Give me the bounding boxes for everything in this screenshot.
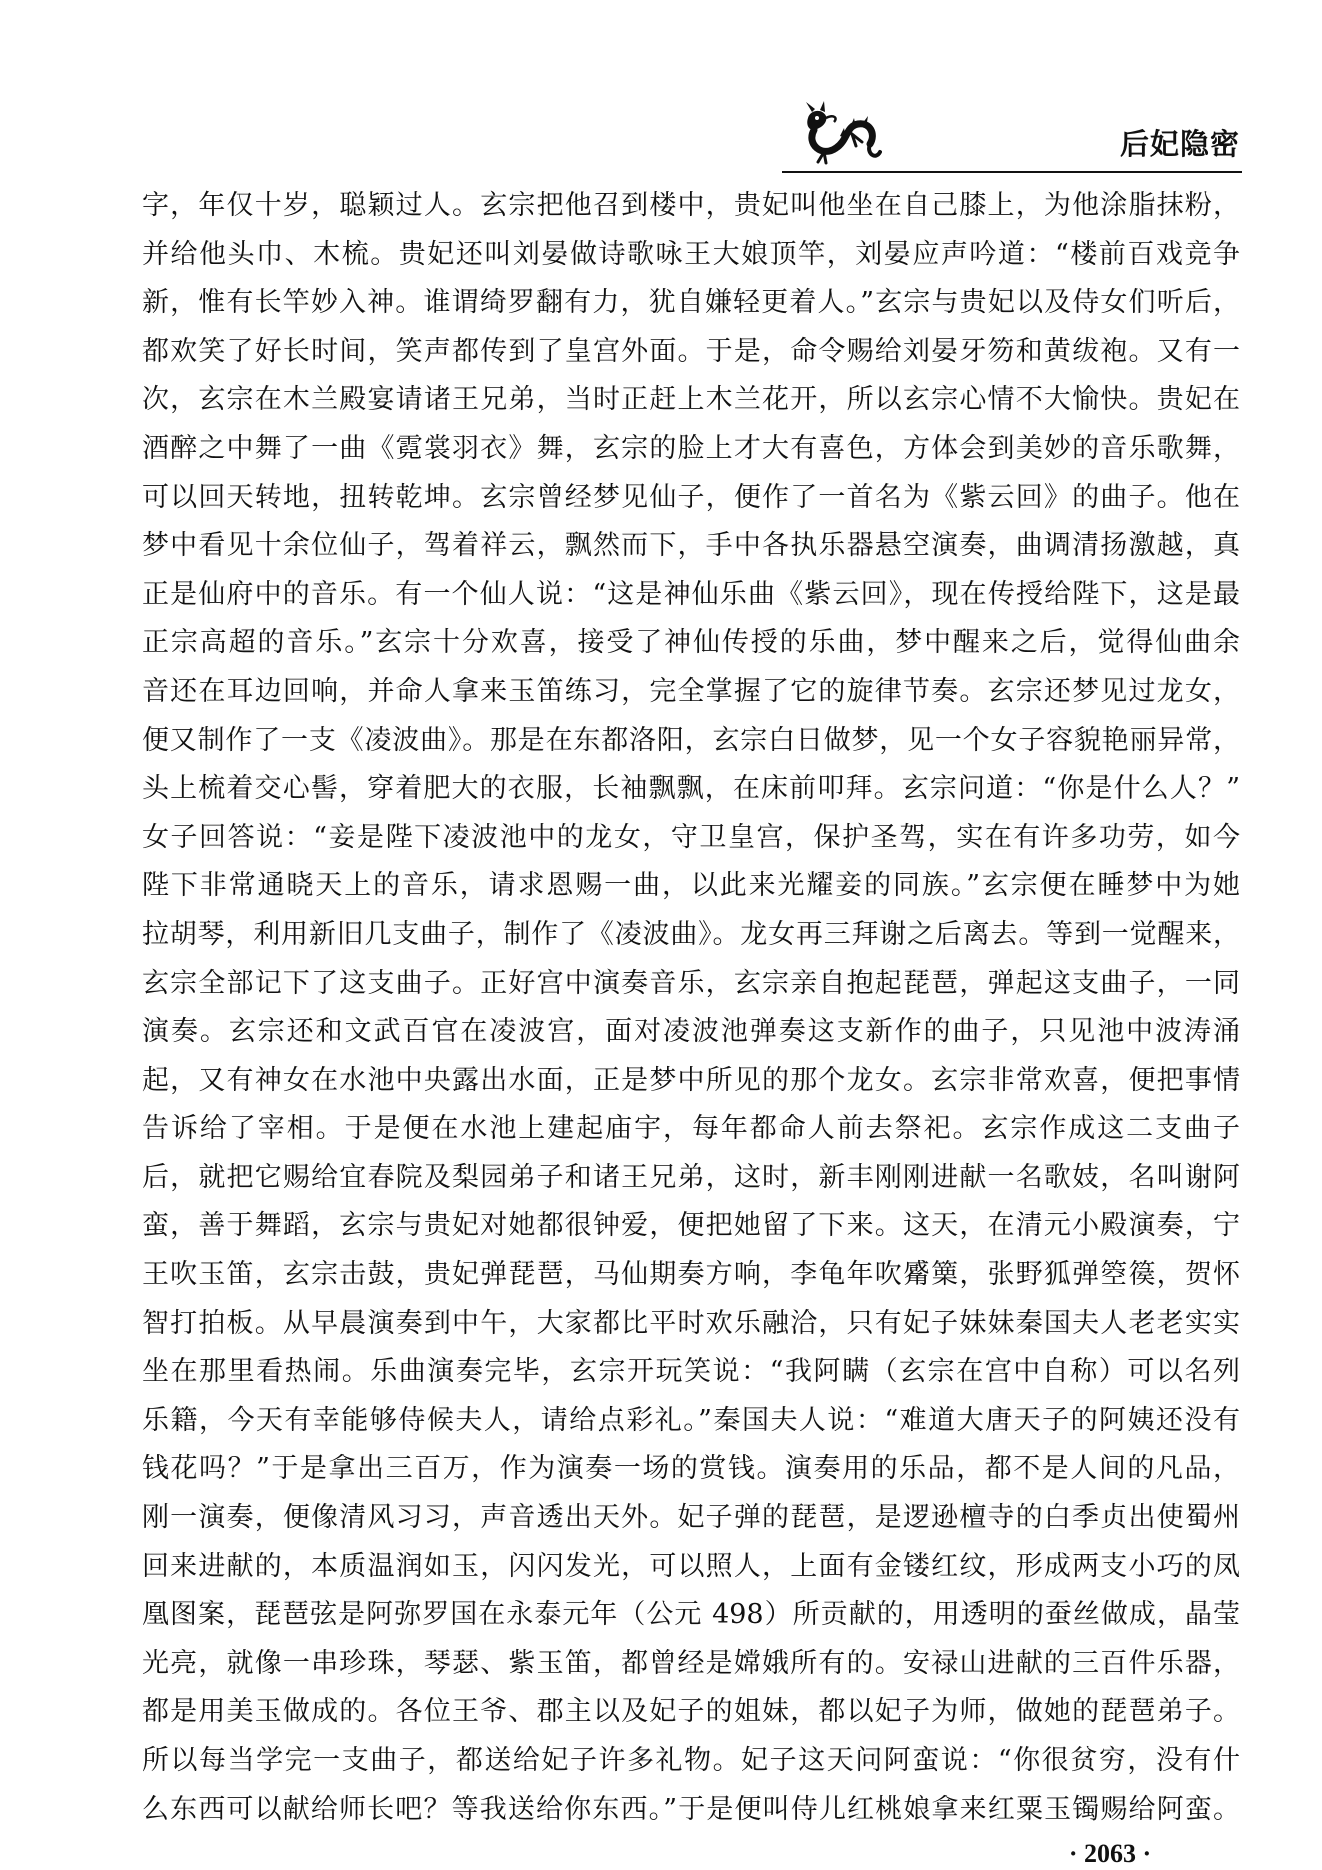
text-line: 坐在那里看热闹。乐曲演奏完毕，玄宗开玩笑说：“我阿瞒（玄宗在宫中自称）可以名列 xyxy=(142,1356,1240,1388)
running-header-title: 后妃隐密 xyxy=(1119,127,1240,161)
text-line: 演奏。玄宗还和文武百官在凌波宫，面对凌波池弹奏这支新作的曲子，只见池中波涛涌 xyxy=(142,1016,1240,1048)
text-line: 起，又有神女在水池中央露出水面，正是梦中所见的那个龙女。玄宗非常欢喜，便把事情 xyxy=(142,1064,1240,1096)
text-line: 所以每当学完一支曲子，都送给妃子许多礼物。妃子这天问阿蛮说：“你很贫穷，没有什 xyxy=(142,1745,1240,1776)
header-rule xyxy=(782,171,1242,173)
text-line: 钱花吗？”于是拿出三百万，作为演奏一场的赏钱。演奏用的乐品，都不是人间的凡品， xyxy=(142,1453,1240,1485)
text-line: 智打拍板。从早晨演奏到中午，大家都比平时欢乐融洽，只有妃子妹妹秦国夫人老老实实 xyxy=(142,1307,1240,1339)
text-line: 可以回天转地，扭转乾坤。玄宗曾经梦见仙子，便作了一首名为《紫云回》的曲子。他在 xyxy=(142,481,1240,513)
text-line: 玄宗全部记下了这支曲子。正好宫中演奏音乐，玄宗亲自抱起琵琶，弹起这支曲子，一同 xyxy=(142,967,1240,999)
text-line: 光亮，就像一串珍珠，琴瑟、紫玉笛，都曾经是嫦娥所有的。安禄山进献的三百件乐器， xyxy=(142,1647,1240,1679)
text-line: 乐籍，今天有幸能够侍候夫人，请给点彩礼。”秦国夫人说：“难道大唐天子的阿姨还没有 xyxy=(142,1404,1240,1436)
text-line: 音还在耳边回响，并命人拿来玉笛练习，完全掌握了它的旋律节奏。玄宗还梦见过龙女， xyxy=(142,675,1240,707)
page-number: · 2063 · xyxy=(1068,1840,1152,1868)
text-line: 凰图案，琵琶弦是阿弥罗国在永泰元年（公元 498）所贡献的，用透明的蚕丝做成，晶莹 xyxy=(142,1599,1240,1631)
text-line: 女子回答说：“妾是陛下凌波池中的龙女，守卫皇宫，保护圣驾，实在有许多功劳，如今 xyxy=(142,821,1240,853)
text-line: 头上梳着交心髻，穿着肥大的衣服，长袖飘飘，在床前叩拜。玄宗问道：“你是什么人？” xyxy=(142,773,1240,805)
body-text xyxy=(142,182,1240,1835)
text-line: 告诉给了宰相。于是便在水池上建起庙宇，每年都命人前去祭祀。玄宗作成这二支曲子 xyxy=(142,1113,1240,1145)
text-line: 次，玄宗在木兰殿宴请诸王兄弟，当时正赶上木兰花开，所以玄宗心情不大愉快。贵妃在 xyxy=(142,384,1240,416)
text-line: 都是用美玉做成的。各位王爷、郡主以及妃子的姐妹，都以妃子为师，做她的琵琶弟子。 xyxy=(142,1696,1240,1728)
text-line: 正是仙府中的音乐。有一个仙人说：“这是神仙乐曲《紫云回》，现在传授给陛下，这是最 xyxy=(142,578,1240,610)
dragon-icon xyxy=(800,100,882,168)
text-line: 便又制作了一支《凌波曲》。那是在东都洛阳，玄宗白日做梦，见一个女子容貌艳丽异常， xyxy=(142,724,1240,756)
text-line: 陛下非常通晓天上的音乐，请求恩赐一曲，以此来光耀妾的同族。”玄宗便在睡梦中为她 xyxy=(142,870,1240,902)
text-line: 酒醉之中舞了一曲《霓裳羽衣》舞，玄宗的脸上才大有喜色，方体会到美妙的音乐歌舞， xyxy=(142,432,1240,464)
text-line: 梦中看见十余位仙子，驾着祥云，飘然而下，手中各执乐器悬空演奏，曲调清扬激越，真 xyxy=(142,530,1240,562)
text-line: 回来进献的，本质温润如玉，闪闪发光，可以照人，上面有金镂红纹，形成两支小巧的凤 xyxy=(142,1550,1240,1582)
text-line: 正宗高超的音乐。”玄宗十分欢喜，接受了神仙传授的乐曲，梦中醒来之后，觉得仙曲余 xyxy=(142,627,1240,659)
text-line: 拉胡琴，利用新旧几支曲子，制作了《凌波曲》。龙女再三拜谢之后离去。等到一觉醒来， xyxy=(142,918,1240,950)
text-line: 新，惟有长竿妙入神。谁谓绮罗翻有力，犹自嫌轻更着人。”玄宗与贵妃以及侍女们听后， xyxy=(142,287,1240,319)
text-line: 后，就把它赐给宜春院及梨园弟子和诸王兄弟，这时，新丰刚刚进献一名歌妓，名叫谢阿 xyxy=(142,1161,1240,1193)
text-line: 么东西可以献给师长吧？等我送给你东西。”于是便叫侍儿红桃娘拿来红粟玉镯赐给阿蛮。 xyxy=(142,1793,1240,1825)
text-line: 蛮，善于舞蹈，玄宗与贵妃对她都很钟爱，便把她留了下来。这天，在清元小殿演奏，宁 xyxy=(142,1210,1240,1242)
text-line: 都欢笑了好长时间，笑声都传到了皇宫外面。于是，命令赐给刘晏牙笏和黄绂袍。又有一 xyxy=(142,335,1240,367)
text-line: 字，年仅十岁，聪颖过人。玄宗把他召到楼中，贵妃叫他坐在自己膝上，为他涂脂抹粉， xyxy=(142,190,1240,221)
text-line: 王吹玉笛，玄宗击鼓，贵妃弹琵琶，马仙期奏方响，李龟年吹觱篥，张野狐弹箜篌，贺怀 xyxy=(142,1259,1240,1291)
text-line: 刚一演奏，便像清风习习，声音透出天外。妃子弹的琵琶，是逻逊檀寺的白季贞出使蜀州 xyxy=(142,1502,1240,1534)
text-line: 并给他头巾、木梳。贵妃还叫刘晏做诗歌咏王大娘顶竿，刘晏应声吟道：“楼前百戏竞争 xyxy=(142,238,1240,270)
